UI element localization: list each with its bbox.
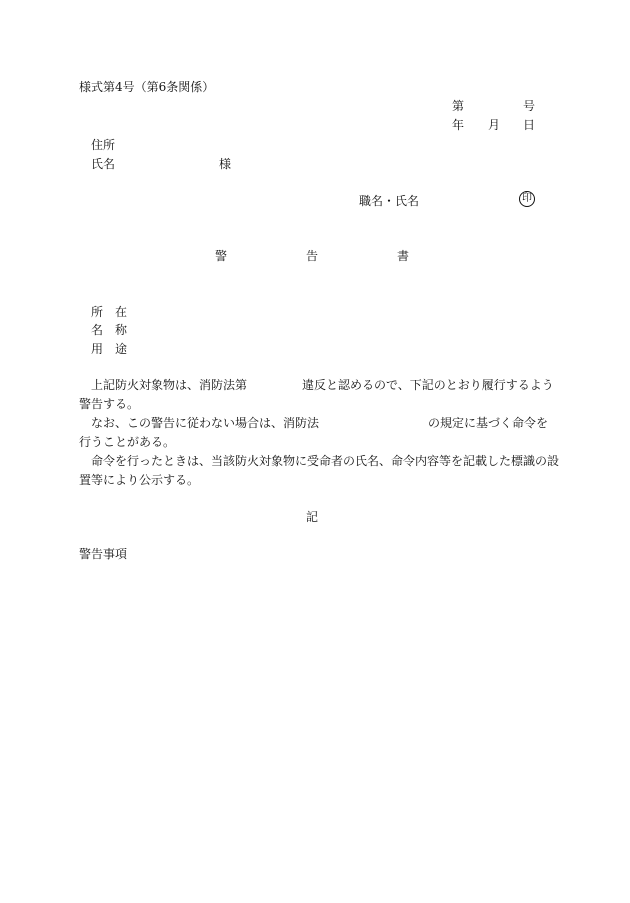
body-p1-line2: 警告する。 <box>79 397 140 411</box>
form-number: 様式第4号（第6条関係） <box>79 80 215 94</box>
location-label-char-2: 在 <box>115 305 128 319</box>
body-p1-line1-part1: 上記防火対象物は、消防法第 <box>91 378 248 392</box>
ki-heading: 記 <box>306 510 319 524</box>
title-char-1: 警 <box>215 249 228 263</box>
date-year: 年 <box>452 118 465 132</box>
sender-title-name-label: 職名・氏名 <box>359 194 420 208</box>
warning-items-label: 警告事項 <box>79 547 128 561</box>
use-label-char-2: 途 <box>115 342 128 356</box>
name-field-label-char-2: 称 <box>115 323 128 337</box>
honorific-sama: 様 <box>219 157 232 171</box>
date-month: 月 <box>488 118 501 132</box>
body-p3-line1: 命令を行ったときは、当該防火対象物に受命者の氏名、命令内容等を記載した標識の設 <box>91 454 560 468</box>
location-label-char-1: 所 <box>91 305 104 319</box>
doc-number-suffix: 号 <box>523 99 536 113</box>
doc-number-prefix: 第 <box>452 99 465 113</box>
title-char-2: 告 <box>306 249 319 263</box>
name-label: 氏名 <box>91 157 116 171</box>
body-p2-line1-part1: なお、この警告に従わない場合は、消防法 <box>91 416 320 430</box>
seal-icon: 印 <box>519 191 535 207</box>
body-p3-line2: 置等により公示する。 <box>79 473 200 487</box>
body-p2-line1-part2: の規定に基づく命令を <box>428 416 549 430</box>
address-label: 住所 <box>91 138 116 152</box>
date-day: 日 <box>523 118 536 132</box>
use-label-char-1: 用 <box>91 342 104 356</box>
title-char-3: 書 <box>397 249 410 263</box>
body-p2-line2: 行うことがある。 <box>79 435 176 449</box>
body-p1-line1-part2: 違反と認めるので、下記のとおり履行するよう <box>302 378 554 392</box>
name-field-label-char-1: 名 <box>91 323 104 337</box>
